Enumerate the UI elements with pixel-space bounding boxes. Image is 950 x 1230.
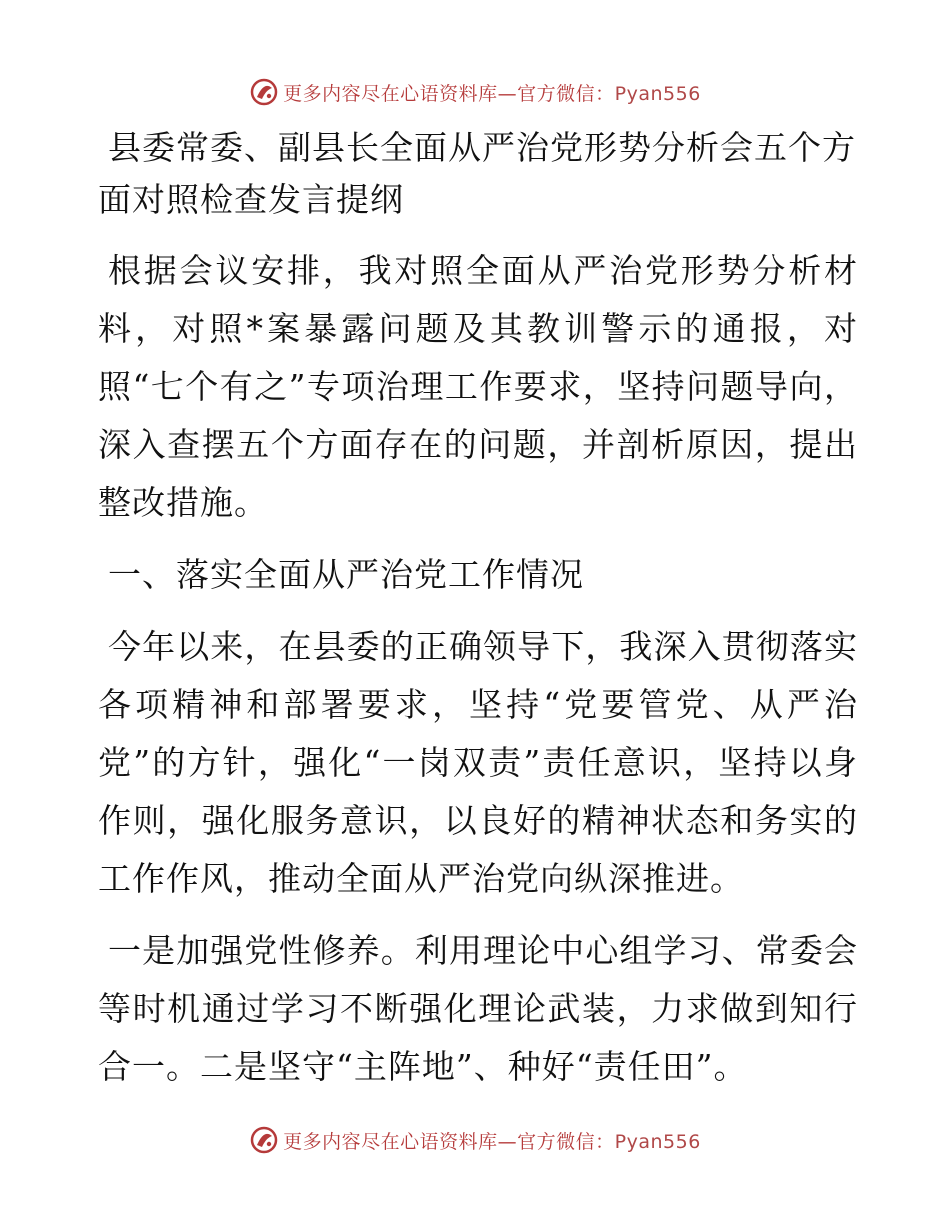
- header-watermark: [0, 72, 950, 112]
- footer-watermark: [0, 1120, 950, 1160]
- wechat-id: Pyan556: [614, 82, 701, 105]
- watermark-text: 更多内容尽在心语资料库—官方微信：Pyan556: [283, 1130, 701, 1153]
- watermark-text: 更多内容尽在心语资料库—官方微信：Pyan556: [283, 82, 701, 105]
- section-heading-1: 一、落实全面从严治党工作情况: [108, 555, 584, 594]
- section-1-points-paragraph: 一是加强党性修养。利用理论中心组学习、常委会等时机通过学习不断强化理论武装，力求做到知行合一。二是坚守“主阵地”、种好“责任田”。: [98, 931, 858, 1086]
- document-body: [98, 122, 858, 1110]
- wechat-id: Pyan556: [614, 1130, 701, 1153]
- circular-red-seal-icon: [249, 1125, 279, 1155]
- section-1-paragraph: 今年以来，在县委的正确领导下，我深入贯彻落实各项精神和部署要求，坚持“党要管党、从严治党”的方针，强化“一岗双责”责任意识，坚持以身作则，强化服务意识，以良好的精神状态和务实的工作作风，推动全面从严治党向纵深推进。: [98, 627, 858, 898]
- circular-red-seal-icon: [249, 77, 279, 107]
- intro-paragraph: 根据会议安排，我对照全面从严治党形势分析材料，对照*案暴露问题及其教训警示的通报，对照“七个有之”专项治理工作要求，坚持问题导向，深入查摆五个方面存在的问题，并剖析原因，提出整改措施。: [98, 251, 858, 522]
- document-title: 县委常委、副县长全面从严治党形势分析会五个方面对照检查发言提纲: [98, 128, 856, 219]
